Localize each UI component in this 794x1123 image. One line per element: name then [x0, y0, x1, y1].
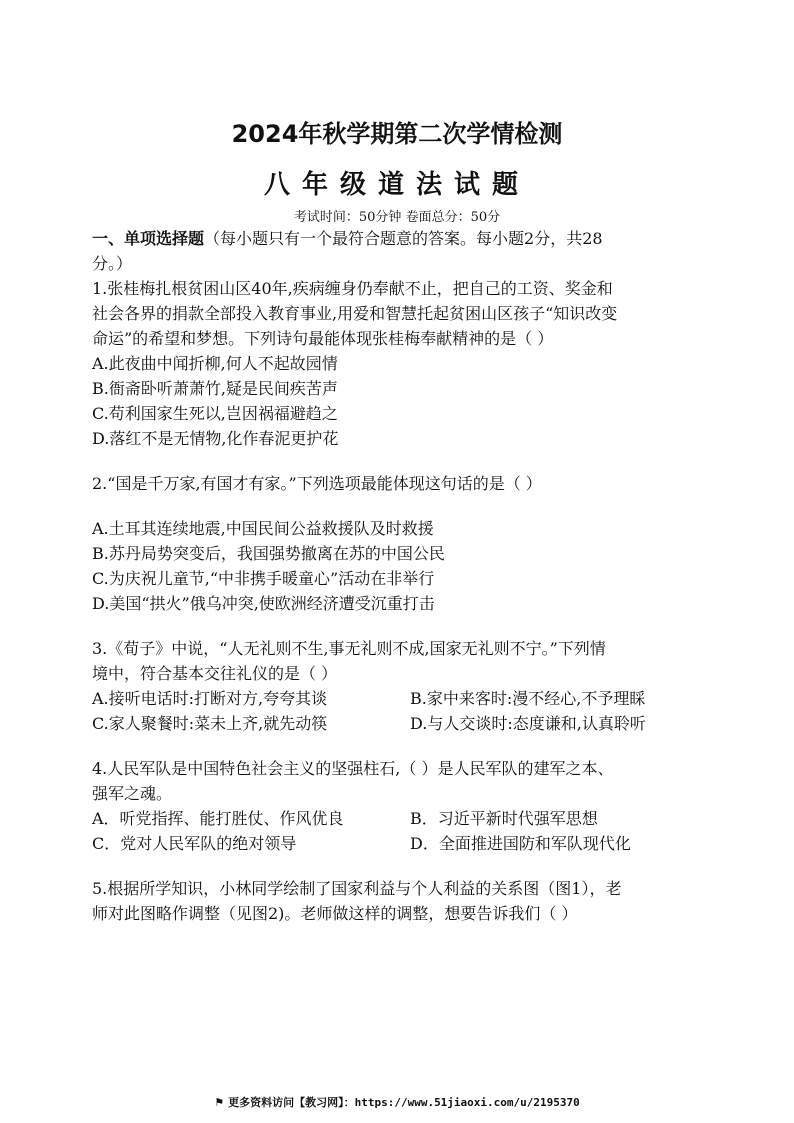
option-c: C.家人聚餐时:菜未上齐,就先动筷: [92, 714, 328, 733]
exam-title: 2024年秋学期第二次学情检测: [231, 120, 563, 148]
section-desc: （每小题只有一个最符合题意的答案。每小题2分，共28: [204, 229, 603, 248]
question-stem: 命运”的希望和梦想。下列诗句最能体现张桂梅奉献精神的是（ ）: [92, 329, 554, 348]
section-heading: [92, 226, 704, 251]
option-row: [92, 686, 704, 711]
question-1: [92, 276, 704, 451]
option-b: B．习近平新时代强军思想: [410, 809, 598, 828]
option-b: B.衙斋卧听萧萧竹,疑是民间疾苦声: [92, 379, 338, 398]
option-row: [92, 831, 704, 856]
option-row: [92, 806, 704, 831]
question-stem: 4.人民军队是中国特色社会主义的坚强柱石,（ ）是人民军队的建军之本、: [92, 759, 614, 778]
exam-info: 考试时间：50分钟 卷面总分：50分: [293, 210, 501, 225]
question-stem: 2.“国是千万家,有国才有家。”下列选项最能体现这句话的是（ ）: [92, 474, 542, 493]
section-desc-cont: 分。）: [92, 254, 133, 273]
option-d: D.与人交谈时:态度谦和,认真聆听: [410, 714, 646, 733]
option-a: A.土耳其连续地震,中国民间公益救援队及时救援: [92, 519, 434, 538]
option-d: D.美国“拱火”俄乌冲突,使欧洲经济遭受沉重打击: [92, 594, 435, 613]
question-stem: 师对此图略作调整（见图2)。老师做这样的调整，想要告诉我们（ ）: [92, 904, 578, 923]
footer-text: 更多资料访问【教习网】：https://www.51jiaoxi.com/u/2195370: [228, 1096, 580, 1109]
question-stem: 1.张桂梅扎根贫困山区40年,疾病缠身仍奉献不止，把自己的工资、奖金和: [92, 279, 613, 298]
option-c: C.苟利国家生死以,岂因祸福避趋之: [92, 404, 338, 423]
question-stem: 3.《荀子》中说，“人无礼则不生,事无礼则不成,国家无礼则不宁。”下列情: [92, 639, 606, 658]
question-3: [92, 636, 704, 736]
option-b: B.家中来客时:漫不经心,不予理睬: [410, 689, 646, 708]
question-5: [92, 876, 704, 926]
flag-icon: ⚑: [214, 1096, 225, 1109]
option-c: C．党对人民军队的绝对领导: [92, 834, 297, 853]
option-row: [92, 711, 704, 736]
question-stem: 境中，符合基本交往礼仪的是（ ）: [92, 664, 338, 683]
footer-link[interactable]: [0, 1094, 794, 1110]
question-2: [92, 471, 704, 616]
option-a: A．听党指挥、能打胜仗、作风优良: [92, 809, 344, 828]
exam-subtitle: 八年级道法试题: [263, 170, 530, 200]
question-stem: 强军之魂。: [92, 784, 173, 803]
question-4: [92, 756, 704, 856]
section-title: 一、单项选择题: [92, 229, 205, 248]
option-a: A.此夜曲中闻折柳,何人不起故园情: [92, 354, 338, 373]
option-d: D．全面推进国防和军队现代化: [410, 834, 631, 853]
option-a: A.接听电话时:打断对方,夸夸其谈: [92, 689, 328, 708]
option-c: C.为庆祝儿童节,“中非携手暖童心”活动在非举行: [92, 569, 435, 588]
option-d: D.落红不是无情物,化作春泥更护花: [92, 429, 339, 448]
question-stem: 社会各界的捐款全部投入教育事业,用爱和智慧托起贫困山区孩子“知识改变: [92, 304, 618, 323]
exam-body: [92, 226, 704, 926]
question-stem: 5.根据所学知识，小林同学绘制了国家利益与个人利益的关系图（图1），老: [92, 879, 622, 898]
option-b: B.苏丹局势突变后，我国强势撤离在苏的中国公民: [92, 544, 445, 563]
